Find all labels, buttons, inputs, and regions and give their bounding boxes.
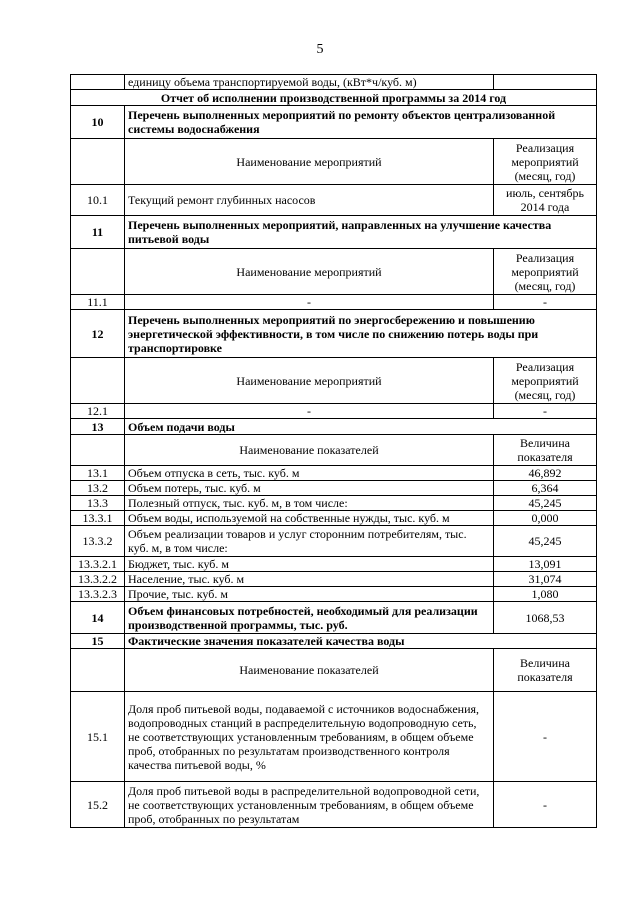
row-number: 13.1: [71, 466, 125, 481]
row-name: Объем воды, используемой на собственные нужды, тыс. куб. м: [125, 511, 494, 526]
row-name: Объем отпуска в сеть, тыс. куб. м: [125, 466, 494, 481]
empty-cell: [494, 75, 597, 90]
table-row: [71, 782, 597, 828]
row-number: 13.3.2.1: [71, 557, 125, 572]
row-number: 12.1: [71, 404, 125, 419]
section-title: Объем подачи воды: [125, 419, 597, 435]
section-row: [71, 602, 597, 634]
table-row: [71, 511, 597, 526]
row-name: Население, тыс. куб. м: [125, 572, 494, 587]
empty-cell: [71, 75, 125, 90]
row-number: 15.1: [71, 692, 125, 782]
column-header-row: [71, 358, 597, 404]
row-value: -: [494, 295, 597, 310]
row-value: июль, сентябрь 2014 года: [494, 185, 597, 216]
row-name: Доля проб питьевой воды в распределительной водопроводной сети, не соответствующих установленным требованиям, в общем объеме проб, отобранных по результатам: [125, 782, 494, 828]
column-header-row: [71, 139, 597, 185]
row-name: Прочие, тыс. куб. м: [125, 587, 494, 602]
table-row: [71, 404, 597, 419]
row-value: 31,074: [494, 572, 597, 587]
row-text: единицу объема транспортируемой воды, (кВт*ч/куб. м): [125, 75, 494, 90]
page-number: 5: [316, 42, 324, 57]
section-title: Перечень выполненных мероприятий по ремонту объектов централизованной системы водоснабжения: [125, 106, 597, 139]
table-row: [71, 572, 597, 587]
row-number: 15.2: [71, 782, 125, 828]
section-number: 14: [71, 602, 125, 634]
row-name: Объем реализации товаров и услуг сторонним потребителям, тыс. куб. м, в том числе:: [125, 526, 494, 557]
section-number: 12: [71, 310, 125, 358]
table-row: [71, 526, 597, 557]
report-title: Отчет об исполнении производственной программы за 2014 год: [71, 90, 597, 106]
row-value: -: [494, 782, 597, 828]
row-name: Текущий ремонт глубинных насосов: [125, 185, 494, 216]
table-row: [71, 185, 597, 216]
row-value: -: [494, 404, 597, 419]
report-title-row: [71, 90, 597, 106]
row-value: 45,245: [494, 526, 597, 557]
table-row: [71, 75, 597, 90]
column-header-name: Наименование мероприятий: [125, 358, 494, 404]
row-number: 10.1: [71, 185, 125, 216]
row-number: 13.3.2.3: [71, 587, 125, 602]
table-row: [71, 587, 597, 602]
row-value: 13,091: [494, 557, 597, 572]
table-row: [71, 692, 597, 782]
section-row: [71, 310, 597, 358]
row-name: Объем потерь, тыс. куб. м: [125, 481, 494, 496]
table-row: [71, 295, 597, 310]
section-row: [71, 106, 597, 139]
table-row: [71, 496, 597, 511]
row-name: Доля проб питьевой воды, подаваемой с источников водоснабжения, водопроводных станций в распределительную водопроводную сеть, не соответствующих установленным требованиям, в общем объеме проб, отобранных по результатам производственного контроля качества питьевой воды, %: [125, 692, 494, 782]
section-row: [71, 634, 597, 649]
column-header-name: Наименование мероприятий: [125, 139, 494, 185]
column-header-name: Наименование мероприятий: [125, 249, 494, 295]
section-number: 13: [71, 419, 125, 435]
column-header-name: Наименование показателей: [125, 435, 494, 466]
section-title: Фактические значения показателей качества воды: [125, 634, 597, 649]
row-value: 0,000: [494, 511, 597, 526]
empty-cell: [71, 358, 125, 404]
column-header-implementation: Реализация мероприятий (месяц, год): [494, 139, 597, 185]
row-name: -: [125, 295, 494, 310]
section-number: 10: [71, 106, 125, 139]
empty-cell: [71, 139, 125, 185]
column-header-implementation: Реализация мероприятий (месяц, год): [494, 249, 597, 295]
row-number: 13.2: [71, 481, 125, 496]
column-header-value: Величина показателя: [494, 649, 597, 692]
column-header-row: [71, 435, 597, 466]
row-number: 13.3: [71, 496, 125, 511]
empty-cell: [71, 649, 125, 692]
section-title: Перечень выполненных мероприятий, направленных на улучшение качества питьевой воды: [125, 216, 597, 249]
row-number: 13.3.1: [71, 511, 125, 526]
table-row: [71, 481, 597, 496]
table-row: [71, 557, 597, 572]
row-name: Бюджет, тыс. куб. м: [125, 557, 494, 572]
column-header-row: [71, 249, 597, 295]
section-number: 11: [71, 216, 125, 249]
row-value: 6,364: [494, 481, 597, 496]
row-number: 11.1: [71, 295, 125, 310]
section-row: [71, 216, 597, 249]
row-value: 45,245: [494, 496, 597, 511]
report-table: [70, 74, 597, 828]
column-header-row: [71, 649, 597, 692]
row-value: -: [494, 692, 597, 782]
empty-cell: [71, 249, 125, 295]
row-value: 46,892: [494, 466, 597, 481]
column-header-value: Величина показателя: [494, 435, 597, 466]
section-title: Перечень выполненных мероприятий по энергосбережению и повышению энергетической эффективности, в том числе по снижению потерь воды при транспортировке: [125, 310, 597, 358]
row-name: -: [125, 404, 494, 419]
row-number: 13.3.2.2: [71, 572, 125, 587]
empty-cell: [71, 435, 125, 466]
section-number: 15: [71, 634, 125, 649]
column-header-implementation: Реализация мероприятий (месяц, год): [494, 358, 597, 404]
section-row: [71, 419, 597, 435]
table-row: [71, 466, 597, 481]
section-value: 1068,53: [494, 602, 597, 634]
section-title: Объем финансовых потребностей, необходимый для реализации производственной программы, тыс. руб.: [125, 602, 494, 634]
row-number: 13.3.2: [71, 526, 125, 557]
row-value: 1,080: [494, 587, 597, 602]
row-name: Полезный отпуск, тыс. куб. м, в том числе:: [125, 496, 494, 511]
column-header-name: Наименование показателей: [125, 649, 494, 692]
